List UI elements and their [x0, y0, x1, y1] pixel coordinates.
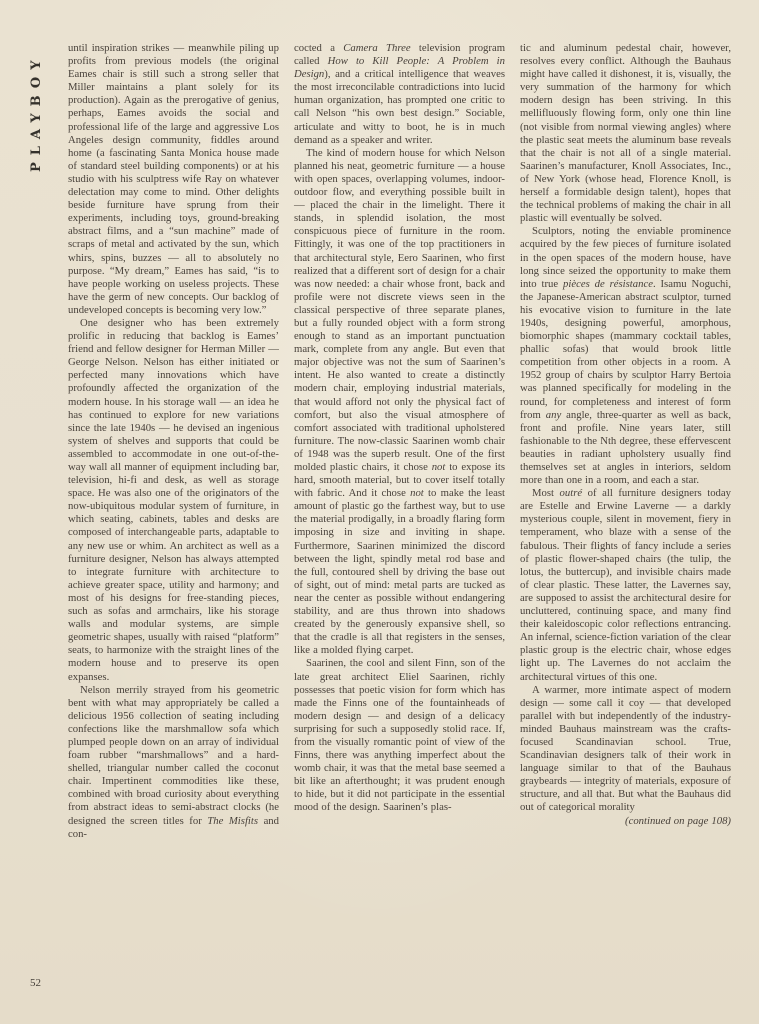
text-segment: to make the least amount of plastic go the farthest way, but to use the material prodigally, in a broadly flaring form imposing in size and inviting in shape. Furthermore, Saarinen minimized the discord between the light, spindly metal rod base and the full, contoured shell by driving the base out of sight, out of mind: metal parts are tucked as near the center as possible without endangering stability, and are thus thrown into shadows created by the generously expansive shell, so that the cradle is all that registers in the senses, like a molded flying carpet. [294, 487, 505, 657]
italic-text-segment: The Misfits [207, 814, 259, 827]
text-segment: Saarinen, the cool and silent Finn, son of the late great architect Eliel Saarinen, richly possesses that poetic vision for form which has made the Finns one of the fountainheads of modern design — and design of a delicacy surprising for such a supposedly stolid race. If, from the visually romantic point of view of the Finns, there was anything imperfect about the womb chair, it was that the metal base seemed a bit like an afterthought; it was prudent enough to hide, but it did not participate in the essential mood of the design. Saarinen’s plas- [294, 657, 505, 814]
column-3 [520, 42, 731, 841]
text-segment: Nelson merrily strayed from his geometric bent with what may appropriately be called a delicious 1956 collection of seating including confections like the marshmallow sofa which plumped people down on an array of individual foam rubber “marshmallows” and a hard-shelled, triangular number called the coconut chair. Impertinent commodities like these, combined with broad curiosity about everything from abstract ideas to semi-abstract clocks (he designed the screen titles for [68, 683, 279, 827]
italic-text-segment: How to Kill People: A Problem in Design [294, 55, 505, 81]
text-segment: The kind of modern house for which Nelson planned his neat, geometric furniture — a house with open spaces, overlapping volumes, indoor-outdoor flow, and everything possible built in — placed the chair in the limelight. There it stands, in splendid isolation, the most conspicuous piece of furniture in the room. Fittingly, it was one of the top practitioners in that architectural style, Eero Saarinen, who first realized that a different sort of design for a chair was now needed: a chair whose front, back and profile were not discrete views seen in the classical perspective of three separate planes, but a fully rounded object with a form strong enough to stand as an important punctuation mark, complete from any angle. But even that major objective was not the sum of Saarinen’s intent. He also wanted to create a distinctly modern chair, employing industrial materials, that would afford not only the physical fact of comfort, but also the visual atmosphere of comfort associated with traditional upholstered furniture. The now-classic Saarinen womb chair of 1948 was the superb result. One of the first molded plastic chairs, it chose [294, 146, 505, 473]
text-segment: Most [532, 487, 560, 500]
text-segment: One designer who has been extremely prolific in reducing that backlog is Eames’ friend and fellow designer for Herman Miller — George Nelson. Nelson has either initiated or perfected many innovations which have profoundly affected the organization of the modern house. In his storage wall — an idea he has continued to explore for new variations since the late 1940s — he devised an ingenious system of shelves and supports that could be assembled to accommodate in one out-of-the-way wall all manner of equipment including bar, television, hi-fi and desk, as well as storage space. He was also one of the originators of the now-ubiquitous modular system of furniture, in which seating, cabinets, tables and desks are composed of interchangeable parts, adaptable to any new use or whim. An architect as well as a furniture designer, Nelson has always attempted to integrate furniture with architecture to achieve greater space, utility and harmony; and most of his designs for free-standing pieces, such as sofas and armchairs, like his storage walls and modular systems, are simple geometric shapes, usually with raised “platform” seats, to harmonize with the straight lines of the modern house and to preserve its open expanses. [68, 316, 279, 683]
italic-text-segment: (continued on page 108) [625, 814, 731, 827]
text-segment: A warmer, more intimate aspect of modern design — some call it coy — that developed parallel with but independently of the industry-minded Bauhaus mainstream was the crafts-focused Scandinavian school. True, Scandinavian designers talk of their work in language similar to that of the Bauhaus graybeards — integrity of materials, exposure of structure, and all that. But what the Bauhaus did out of categorical morality [520, 683, 731, 814]
text-segment: . Isamu Noguchi, the Japanese-American abstract sculptor, turned his evocative vision to furniture in the late 1940s, designing powerful, amorphous, biomorphic shapes (mammary cocktail tables, phallic sofas) that would brook little competition from other objects in a room. A 1952 group of chairs by sculptor Harry Bertoia was planned specifically for modeling in the round, for completeness and interest of form from [520, 277, 731, 421]
text-segment: cocted a [294, 42, 344, 54]
page-number: 52 [30, 977, 41, 989]
column-2 [294, 42, 505, 841]
text-segment: tic and aluminum pedestal chair, however, resolves every conflict. Although the Bauhaus might have called it dishonest, it is, visually, the very summation of the harmony for which modern design has been striving. In this mellifluously flowing form, only one thin line (not visible from normal viewing angles) where the plastic seat meets the aluminum base reveals that the chair is not all of a single material. Saarinen’s manufacturer, Knoll Associates, Inc., of New York (whose head, Florence Knoll, is herself a formidable design talent), hopes that the technical problems of making the chair in all plastic will eventually be solved. [520, 42, 731, 225]
italic-text-segment: not [431, 461, 446, 473]
italic-text-segment: not [410, 487, 424, 500]
text-segment: until inspiration strikes — meanwhile piling up profits from previous models (the original Eames chair is still such a strong seller that Miller maintains a plant solely for its production). Again as the prerogative of genius, perhaps, Eames avoids the social and professional life of the large and aggressive Los Angeles design community, fiddles around home (a fascinating Santa Monica house made of standard steel building components) or at his studio with his sculptress wife Ray on whatever delectation may come to mind. Other delights beside furniture have sprung from their experiments, including toys, ground-breaking abstract films, and a “sun machine” made of scraps of metal and activated by the sun, which whirs, spins, buzzes — all to absolutely no purpose. “My dream,” Eames has said, “is to have people working on useless projects. These have the germ of new concepts. Our backlog of undeveloped concepts is becoming very low.” [68, 42, 279, 316]
text-segment: angle, three-quarter as well as back, front and profile. Nine years later, still fashionable to the Nth degree, these effervescent beauties in radiant upholstery usually find themselves set at angles in interiors, seldom more than one in a room, and each a star. [520, 408, 731, 487]
italic-text-segment: pièces de résistance [563, 277, 653, 290]
article-body [68, 42, 731, 841]
paragraph [68, 317, 279, 684]
text-segment: television program called [294, 42, 506, 68]
italic-text-segment: any [545, 408, 562, 421]
text-segment: to expose its hard, smooth material, but to cover itself totally with fabric. And it chose [294, 461, 506, 500]
paragraph [68, 684, 279, 841]
italic-text-segment: outré [559, 487, 583, 500]
paragraph [68, 42, 279, 317]
column-1 [68, 42, 279, 841]
paragraph [294, 42, 505, 147]
text-segment: Sculptors, noting the enviable prominence acquired by the few pieces of furniture isolated in the open spaces of the modern house, have long since seized the opportunity to make them into true [520, 225, 731, 290]
text-segment: of all furniture designers today are Estelle and Erwine Laverne — a darkly mysterious couple, silent in movement, fiery in temperament, who blaze with a sense of the fabulous. Their flights of fancy include a series of plastic flower-shaped chairs (the tulip, the lotus, the buttercup), and invisible chairs made of clear plastic. These latter, the Lavernes say, are supposed to assist the architectural desire for uncluttered, continuing space, and many find their kaleidoscopic color reflections entrancing. An infernal, science-fiction variation of the clear plastic group is the electric chair, whose edges light up. The Lavernes do not acclaim the architectural virtues of this one. [520, 487, 732, 683]
magazine-title-vertical: PLAYBOY [29, 53, 44, 172]
paragraph [520, 225, 731, 487]
paragraph [520, 684, 731, 815]
paragraph [520, 42, 731, 225]
italic-text-segment: Camera Three [343, 42, 411, 54]
continuation-note [520, 815, 731, 828]
text-segment: ), and a critical intelligence that weaves the most irreconcilable contradictions into lucid human organization, has prompted one critic to call Nelson “his own best design.” Sociable, articulate and witty to boot, he is in much demand as a speaker and writer. [294, 68, 505, 146]
paragraph [520, 487, 731, 683]
paragraph [294, 657, 505, 814]
paragraph [294, 147, 505, 658]
text-segment: and con- [68, 814, 279, 840]
